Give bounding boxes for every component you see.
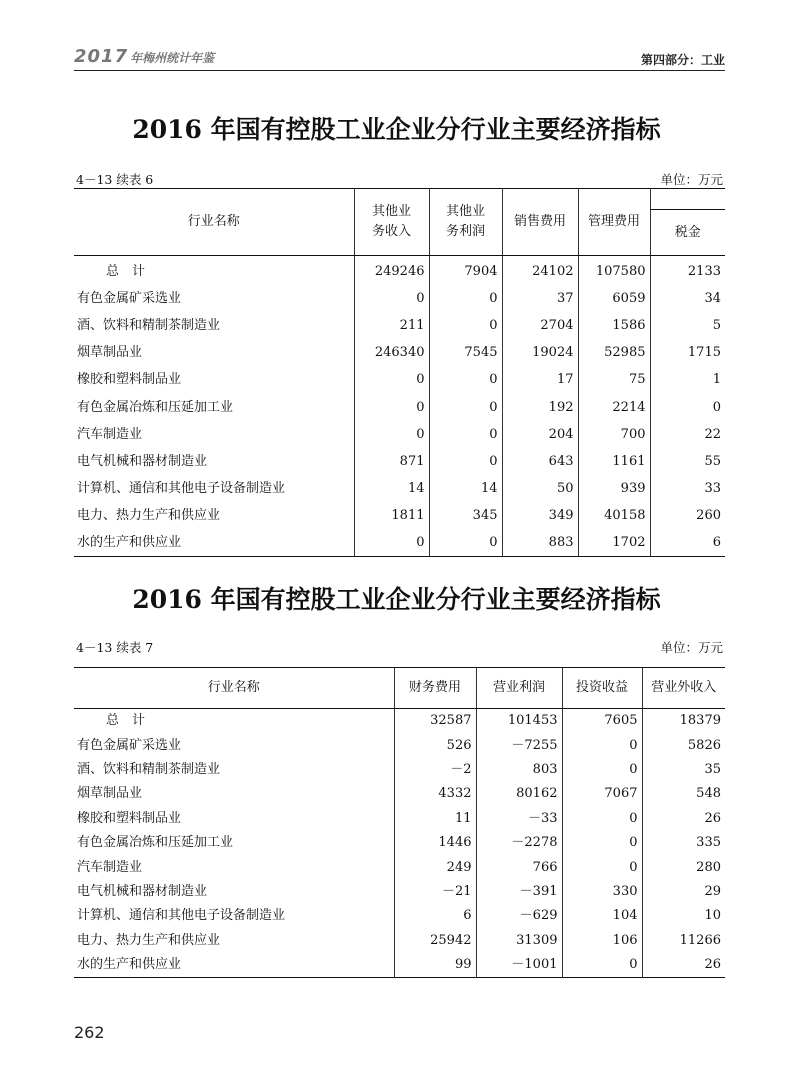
table-cell: 40158 xyxy=(578,502,650,529)
table-cell: 526 xyxy=(394,733,476,757)
row-label: 汽车制造业 xyxy=(77,426,143,442)
table-cell: －629 xyxy=(476,904,562,928)
table-cell: 104 xyxy=(562,904,642,928)
table-cell: 26 xyxy=(642,807,725,831)
row-label: 烟草制品业 xyxy=(77,786,143,802)
table6-unit: 单位：万元 xyxy=(660,172,723,187)
table-cell: 19024 xyxy=(502,339,578,366)
table-row xyxy=(74,256,725,286)
table-cell: 7545 xyxy=(429,339,502,366)
table-cell: 246340 xyxy=(354,339,429,366)
table-cell: 192 xyxy=(502,393,578,420)
table-cell: 766 xyxy=(476,855,562,879)
table-cell: －33 xyxy=(476,807,562,831)
table-row xyxy=(74,339,725,366)
table-row xyxy=(74,312,725,339)
table-cell: 26 xyxy=(642,953,725,978)
table-cell: 107580 xyxy=(578,256,650,286)
page-number: 262 xyxy=(74,1023,105,1042)
table-cell: 1702 xyxy=(578,529,650,557)
table-cell: 1586 xyxy=(578,312,650,339)
table-cell: －7255 xyxy=(476,733,562,757)
table-cell: 883 xyxy=(502,529,578,557)
table-cell: 1 xyxy=(650,366,725,393)
table-row xyxy=(74,953,725,978)
row-label: 汽车制造业 xyxy=(77,859,143,875)
table6-header-spacer xyxy=(650,189,725,210)
table-row xyxy=(74,366,725,393)
table7-header-c1: 财务费用 xyxy=(394,668,476,709)
table-cell: －391 xyxy=(476,880,562,904)
table-row xyxy=(74,475,725,502)
table-cell: 14 xyxy=(354,475,429,502)
row-label: 酒、饮料和精制茶制造业 xyxy=(77,761,221,777)
table-cell: 0 xyxy=(562,953,642,978)
table6-header-c4: 管理费用 xyxy=(578,189,650,256)
table-cell: 7067 xyxy=(562,782,642,806)
row-label: 总 计 xyxy=(106,713,146,729)
row-label: 电力、热力生产和供应业 xyxy=(77,507,221,523)
table-cell: 80162 xyxy=(476,782,562,806)
table-cell: 33 xyxy=(650,475,725,502)
table-cell: 7904 xyxy=(429,256,502,286)
table7 xyxy=(74,667,725,978)
table-cell: 335 xyxy=(642,831,725,855)
table-cell: 32587 xyxy=(394,709,476,734)
table-row xyxy=(74,448,725,475)
yearbook-brand xyxy=(74,46,214,67)
table6-title: 2016 年国有控股工业企业分行业主要经济指标 xyxy=(132,115,661,144)
table-row xyxy=(74,502,725,529)
row-label: 有色金属冶炼和压延加工业 xyxy=(77,835,234,851)
table-cell: 0 xyxy=(429,312,502,339)
row-label: 橡胶和塑料制品业 xyxy=(77,372,182,388)
table-cell: 0 xyxy=(562,807,642,831)
row-label: 橡胶和塑料制品业 xyxy=(77,810,182,826)
table-cell: 643 xyxy=(502,448,578,475)
table-cell: 75 xyxy=(578,366,650,393)
table-cell: －2278 xyxy=(476,831,562,855)
table6-header-c3: 销售费用 xyxy=(502,189,578,256)
table-cell: 22 xyxy=(650,421,725,448)
table-cell: 5826 xyxy=(642,733,725,757)
row-label: 酒、饮料和精制茶制造业 xyxy=(77,318,221,334)
table6-header-c2 xyxy=(429,189,502,256)
table-cell: 700 xyxy=(578,421,650,448)
table-cell: 0 xyxy=(562,758,642,782)
table-row xyxy=(74,709,725,734)
table-cell: 5 xyxy=(650,312,725,339)
table-cell: 6 xyxy=(394,904,476,928)
table-cell: 349 xyxy=(502,502,578,529)
row-label: 水的生产和供应业 xyxy=(77,534,182,550)
table-cell: 50 xyxy=(502,475,578,502)
table6-number: 4－13 续表 6 xyxy=(76,172,154,187)
table-cell: 11 xyxy=(394,807,476,831)
table-cell: 17 xyxy=(502,366,578,393)
table-cell: 280 xyxy=(642,855,725,879)
table7-header-c2: 营业利润 xyxy=(476,668,562,709)
table6 xyxy=(74,188,725,557)
table-cell: 6 xyxy=(650,529,725,557)
table-cell: 0 xyxy=(429,448,502,475)
table7-body xyxy=(74,709,725,978)
table-cell: 1811 xyxy=(354,502,429,529)
table6-header-c2-line2: 务利润 xyxy=(445,224,485,239)
table-row xyxy=(74,393,725,420)
table-row xyxy=(74,758,725,782)
table-cell: 0 xyxy=(354,393,429,420)
table-cell: 204 xyxy=(502,421,578,448)
table6-header-c2-line1: 其他业 xyxy=(445,204,485,219)
table-cell: 6059 xyxy=(578,285,650,312)
table-row xyxy=(74,733,725,757)
section-label: 第四部分：工业 xyxy=(640,53,725,67)
table-row xyxy=(74,285,725,312)
table-cell: 14 xyxy=(429,475,502,502)
table-cell: 0 xyxy=(354,285,429,312)
table-cell: 0 xyxy=(562,855,642,879)
table-cell: 0 xyxy=(354,366,429,393)
table-cell: 10 xyxy=(642,904,725,928)
row-label: 有色金属冶炼和压延加工业 xyxy=(77,399,234,415)
table-cell: 0 xyxy=(429,529,502,557)
row-label: 电力、热力生产和供应业 xyxy=(77,932,221,948)
table-row xyxy=(74,807,725,831)
row-label: 烟草制品业 xyxy=(77,345,143,361)
table-cell: 25942 xyxy=(394,929,476,953)
table-row xyxy=(74,929,725,953)
table6-header-c1-line1: 其他业 xyxy=(371,204,411,219)
table-cell: 24102 xyxy=(502,256,578,286)
row-label: 计算机、通信和其他电子设备制造业 xyxy=(77,480,286,496)
row-label: 总 计 xyxy=(106,264,146,280)
table-cell: 939 xyxy=(578,475,650,502)
table-cell: 4332 xyxy=(394,782,476,806)
table-cell: 11266 xyxy=(642,929,725,953)
table-cell: －1001 xyxy=(476,953,562,978)
row-label: 水的生产和供应业 xyxy=(77,957,182,973)
table-cell: 34 xyxy=(650,285,725,312)
table-row xyxy=(74,529,725,557)
table6-body xyxy=(74,256,725,557)
table-cell: 1446 xyxy=(394,831,476,855)
table-cell: 31309 xyxy=(476,929,562,953)
table-cell: 0 xyxy=(562,831,642,855)
row-label: 有色金属矿采选业 xyxy=(77,291,182,307)
table-cell: 211 xyxy=(354,312,429,339)
table6-header-c1 xyxy=(354,189,429,256)
brand-text: 年梅州统计年鉴 xyxy=(130,51,215,65)
table-cell: 106 xyxy=(562,929,642,953)
table-cell: 101453 xyxy=(476,709,562,734)
table-cell: 0 xyxy=(354,529,429,557)
table-cell: 0 xyxy=(429,421,502,448)
table6-header-c1-line2: 务收入 xyxy=(371,224,411,239)
table-cell: 55 xyxy=(650,448,725,475)
row-label: 电气机械和器材制造业 xyxy=(77,453,208,469)
table-cell: 99 xyxy=(394,953,476,978)
table-cell: 803 xyxy=(476,758,562,782)
table-cell: 52985 xyxy=(578,339,650,366)
table-cell: 2214 xyxy=(578,393,650,420)
table6-header-name: 行业名称 xyxy=(74,189,354,256)
table-cell: 37 xyxy=(502,285,578,312)
running-header xyxy=(74,46,725,71)
table-cell: 18379 xyxy=(642,709,725,734)
table-cell: 0 xyxy=(429,285,502,312)
table7-title: 2016 年国有控股工业企业分行业主要经济指标 xyxy=(132,585,661,614)
table-cell: 249246 xyxy=(354,256,429,286)
table-cell: 29 xyxy=(642,880,725,904)
table-row xyxy=(74,880,725,904)
row-label: 有色金属矿采选业 xyxy=(77,737,182,753)
row-label: 电气机械和器材制造业 xyxy=(77,883,208,899)
table-row xyxy=(74,782,725,806)
table7-unit: 单位：万元 xyxy=(660,640,723,655)
table7-header-c3: 投资收益 xyxy=(562,668,642,709)
brand-year: 2017 xyxy=(74,46,129,67)
table-cell: 249 xyxy=(394,855,476,879)
table7-header-c4: 营业外收入 xyxy=(642,668,725,709)
table-cell: 2133 xyxy=(650,256,725,286)
table-cell: 0 xyxy=(562,733,642,757)
table-cell: 260 xyxy=(650,502,725,529)
table7-header-name: 行业名称 xyxy=(74,668,394,709)
table-cell: 0 xyxy=(429,393,502,420)
table6-header-c5: 税金 xyxy=(650,210,725,256)
table-cell: 330 xyxy=(562,880,642,904)
table-cell: 1715 xyxy=(650,339,725,366)
table-cell: 35 xyxy=(642,758,725,782)
table-cell: 548 xyxy=(642,782,725,806)
table-row xyxy=(74,855,725,879)
table7-number: 4－13 续表 7 xyxy=(76,640,154,655)
table-cell: 1161 xyxy=(578,448,650,475)
row-label: 计算机、通信和其他电子设备制造业 xyxy=(77,908,286,924)
table-row xyxy=(74,831,725,855)
table-cell: －2 xyxy=(394,758,476,782)
table-cell: 2704 xyxy=(502,312,578,339)
table-cell: －21 xyxy=(394,880,476,904)
table-cell: 0 xyxy=(429,366,502,393)
table-row xyxy=(74,904,725,928)
table-cell: 7605 xyxy=(562,709,642,734)
table-cell: 345 xyxy=(429,502,502,529)
table-cell: 0 xyxy=(354,421,429,448)
table-row xyxy=(74,421,725,448)
table-cell: 871 xyxy=(354,448,429,475)
table-cell: 0 xyxy=(650,393,725,420)
